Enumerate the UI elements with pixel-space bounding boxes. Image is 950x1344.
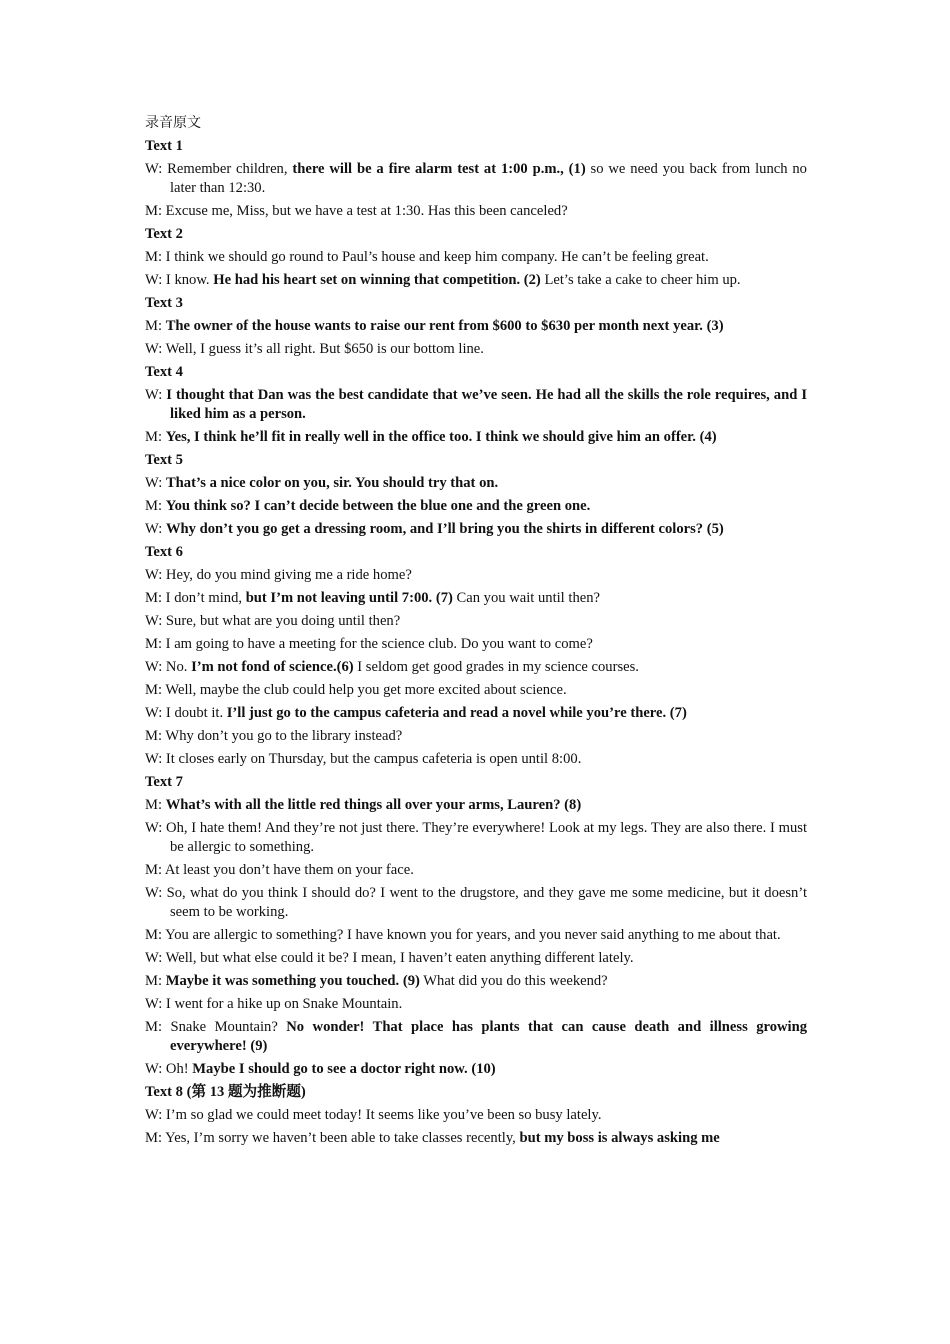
highlighted-answer-text: I thought that Dan was the best candidate that we’ve seen. He had all the skills the role requires, and I liked him as a person. [166,387,807,422]
highlighted-answer-text: I’ll just go to the campus cafeteria and read a novel while you’re there. (7) [226,705,687,721]
dialogue-line [145,1129,807,1148]
dialogue-text: W: Hey, do you mind giving me a ride home? [145,567,412,583]
dialogue-text: M: [145,797,166,813]
dialogue-line [145,340,807,359]
dialogue-line [145,317,807,336]
dialogue-line [145,474,807,493]
section-heading: Text 4 [145,364,183,380]
dialogue-text: W: It closes early on Thursday, but the campus cafeteria is open until 8:00. [145,751,582,767]
dialogue-text: W: [145,387,167,403]
highlighted-answer-text: I’m not fond of science.(6) [191,659,354,675]
highlighted-answer-text: but I’m not leaving until 7:00. (7) [245,590,453,606]
dialogue-line [145,681,807,700]
section-heading: Text 2 [145,226,183,242]
dialogue-text: W: Sure, but what are you doing until then? [145,613,401,629]
dialogue-text: M: [145,973,166,989]
dialogue-text: W: No. [145,659,192,675]
dialogue-line [145,704,807,723]
dialogue-text: W: Well, I guess it’s all right. But $650 is our bottom line. [145,341,484,357]
dialogue-text: M: [145,318,166,334]
dialogue-text: I seldom get good grades in my science courses. [353,659,639,675]
highlighted-answer-text: Yes, I think he’ll fit in really well in the office too. I think we should give him an offer. (4) [165,429,717,445]
highlighted-answer-text: Why don’t you go get a dressing room, and I’ll bring you the shirts in different colors? (5) [165,521,724,537]
highlighted-answer-text: That’s a nice color on you, sir. You should try that on. [165,475,499,491]
dialogue-line [145,1060,807,1079]
dialogue-line [145,884,807,922]
dialogue-text: M: [145,429,166,445]
dialogue-text: Let’s take a cake to cheer him up. [540,272,741,288]
dialogue-text: M: Excuse me, Miss, but we have a test at 1:30. Has this been canceled? [145,203,568,219]
dialogue-line [145,386,807,424]
dialogue-text: M: Why don’t you go to the library instead? [145,728,403,744]
section-heading: Text 1 [145,138,183,154]
dialogue-text: M: At least you don’t have them on your face. [145,862,414,878]
dialogue-text: M: Well, maybe the club could help you get more excited about science. [145,682,567,698]
dialogue-line [145,271,807,290]
transcript-document [145,114,807,1152]
dialogue-line [145,727,807,746]
dialogue-line [145,635,807,654]
document-title: 录音原文 [145,115,201,131]
dialogue-line [145,428,807,447]
dialogue-line [145,796,807,815]
dialogue-text: M: I am going to have a meeting for the science club. Do you want to come? [145,636,593,652]
dialogue-line [145,750,807,769]
dialogue-text: M: Snake Mountain? [145,1019,287,1035]
dialogue-text: W: So, what do you think I should do? I went to the drugstore, and they gave me some medicine, but it doesn’t seem to be working. [145,885,807,920]
dialogue-text: What did you do this weekend? [419,973,608,989]
highlighted-answer-text: The owner of the house wants to raise our rent from $600 to $630 per month next year. (3) [165,318,724,334]
dialogue-text: W: I know. [145,272,214,288]
dialogue-text: W: I’m so glad we could meet today! It seems like you’ve been so busy lately. [145,1107,602,1123]
dialogue-text: M: I think we should go round to Paul’s house and keep him company. He can’t be feeling great. [145,249,709,265]
dialogue-line [145,497,807,516]
dialogue-line [145,819,807,857]
section-heading: Text 8 (第 13 题为推断题) [145,1084,306,1100]
dialogue-text: W: I doubt it. [145,705,227,721]
highlighted-answer-text: You think so? I can’t decide between the blue one and the green one. [165,498,591,514]
dialogue-line [145,861,807,880]
section-heading: Text 7 [145,774,183,790]
dialogue-text: so we need you back from lunch no later than 12:30. [170,161,807,196]
highlighted-answer-text: Maybe it was something you touched. (9) [165,973,420,989]
dialogue-line [145,658,807,677]
transcript-sections [145,137,807,1148]
section-heading: Text 6 [145,544,183,560]
dialogue-text: W: [145,475,166,491]
dialogue-line [145,520,807,539]
dialogue-line [145,1106,807,1125]
dialogue-text: Can you wait until then? [452,590,600,606]
highlighted-answer-text: What’s with all the little red things all over your arms, Lauren? (8) [165,797,582,813]
dialogue-text: W: Oh! [145,1061,193,1077]
dialogue-line [145,972,807,991]
section-heading: Text 5 [145,452,183,468]
highlighted-answer-text: He had his heart set on winning that competition. (2) [213,272,541,288]
dialogue-line [145,995,807,1014]
dialogue-line [145,566,807,585]
dialogue-text: M: I don’t mind, [145,590,246,606]
section-heading: Text 3 [145,295,183,311]
dialogue-line [145,589,807,608]
dialogue-text: W: Remember children, [145,161,293,177]
dialogue-line [145,926,807,945]
dialogue-line [145,202,807,221]
dialogue-text: W: Oh, I hate them! And they’re not just there. They’re everywhere! Look at my legs. They are also there. I must be allergic to something. [145,820,807,855]
highlighted-answer-text: No wonder! That place has plants that can cause death and illness growing everywhere! (9) [170,1019,808,1054]
highlighted-answer-text: Maybe I should go to see a doctor right now. (10) [192,1061,496,1077]
dialogue-text: W: [145,521,166,537]
dialogue-line [145,612,807,631]
dialogue-line [145,160,807,198]
highlighted-answer-text: there will be a fire alarm test at 1:00 p.m., (1) [292,161,586,177]
dialogue-text: W: Well, but what else could it be? I mean, I haven’t eaten anything different lately. [145,950,634,966]
dialogue-text: M: [145,498,166,514]
dialogue-line [145,248,807,267]
dialogue-text: M: Yes, I’m sorry we haven’t been able to take classes recently, [145,1130,520,1146]
dialogue-text: W: I went for a hike up on Snake Mountain. [145,996,403,1012]
dialogue-line [145,1018,807,1056]
dialogue-text: M: You are allergic to something? I have known you for years, and you never said anything to me about that. [145,927,781,943]
dialogue-line [145,949,807,968]
highlighted-answer-text: but my boss is always asking me [519,1130,720,1146]
